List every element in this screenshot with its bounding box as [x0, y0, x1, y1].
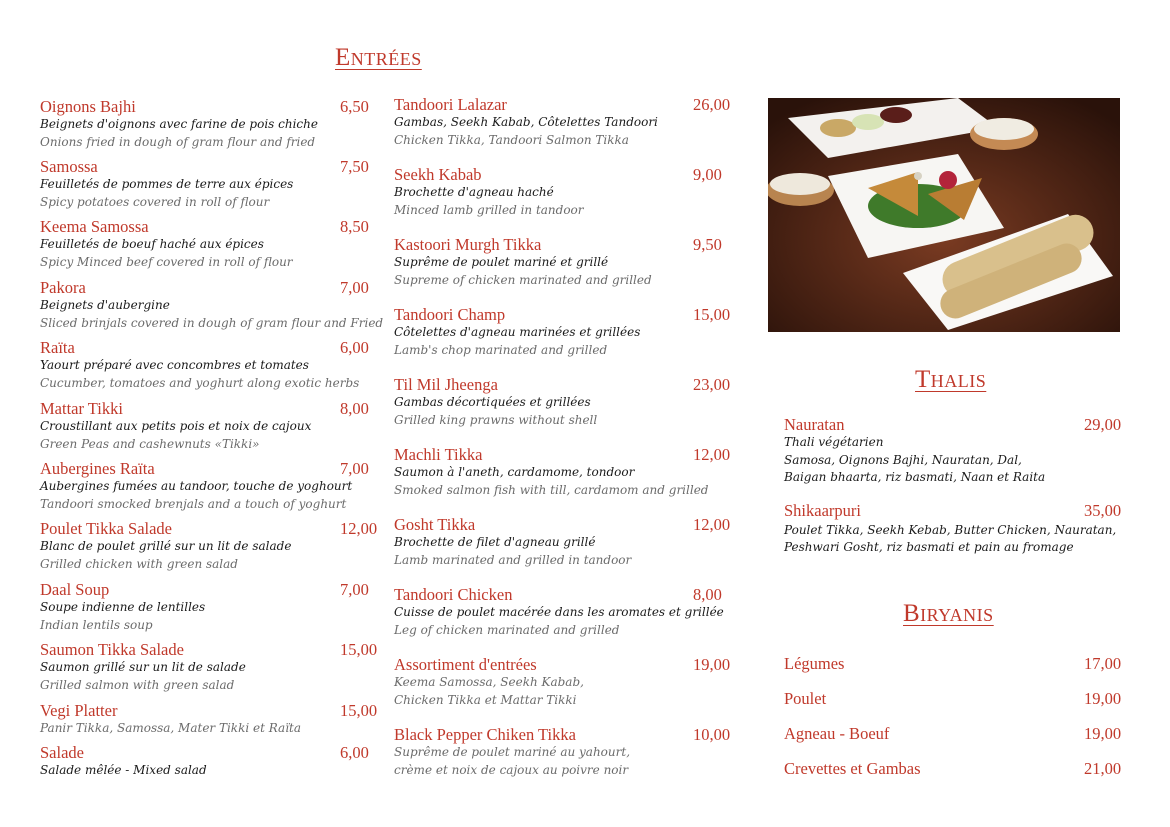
item-desc-en: Minced lamb grilled in tandoor [394, 203, 584, 217]
item-price: 26,00 [693, 95, 731, 114]
item-price: 9,00 [693, 165, 722, 184]
item-price: 19,00 [693, 655, 731, 674]
item-desc-en: Panir Tikka, Samossa, Mater Tikki et Raïta [40, 721, 302, 735]
biryanis-heading: Biryanis [903, 600, 994, 627]
item-desc-fr: Saumon à l'aneth, cardamome, tondoor [394, 465, 635, 479]
item-desc-en-2: Chicken Tikka et Mattar Tikki [394, 693, 577, 707]
item-price: 6,50 [340, 97, 369, 116]
item-desc-fr: Blanc de poulet grillé sur un lit de salade [40, 539, 292, 553]
entrees-column-1 [40, 97, 384, 787]
item-desc-en: Lamb marinated and grilled in tandoor [394, 553, 632, 567]
item-price: 29,00 [1084, 415, 1122, 434]
thalis-heading: Thalis [915, 366, 987, 393]
item-price: 19,00 [1084, 689, 1122, 708]
item-desc-en: Smoked salmon fish with till, cardamom and grilled [394, 483, 709, 497]
thali-desc-line: Poulet Tikka, Seekh Kebab, Butter Chicken, Nauratan, [784, 523, 1117, 537]
item-price: 7,00 [340, 278, 369, 297]
thali-desc-line: Samosa, Oignons Bajhi, Nauratan, Dal, [784, 453, 1022, 467]
item-price: 17,00 [1084, 654, 1122, 673]
item-name: Keema Samossa [40, 217, 149, 236]
item-desc-en: Grilled king prawns without shell [394, 413, 598, 427]
item-desc-fr: Beignets d'aubergine [40, 298, 170, 312]
item-desc-en: Grilled salmon with green salad [40, 678, 235, 692]
item-price: 7,00 [340, 580, 369, 599]
item-name: Poulet Tikka Salade [40, 519, 173, 538]
item-desc-en: Chicken Tikka, Tandoori Salmon Tikka [394, 133, 629, 147]
thali-desc-line: Thali végétarien [784, 435, 884, 449]
item-desc-fr: Croustillant aux petits pois et noix de cajoux [40, 419, 312, 433]
item-price: 10,00 [693, 725, 731, 744]
item-name: Oignons Bajhi [40, 97, 136, 116]
item-price: 15,00 [340, 701, 378, 720]
item-desc-en: Tandoori smocked brenjals and a touch of yoghurt [40, 497, 347, 511]
item-desc-en: Keema Samossa, Seekh Kabab, [394, 675, 584, 689]
item-desc-fr: Côtelettes d'agneau marinées et grillées [394, 325, 641, 339]
item-desc-fr: Yaourt préparé avec concombres et tomates [40, 358, 309, 372]
item-price: 6,00 [340, 743, 369, 762]
thali-desc-line: Baigan bhaarta, riz basmati, Naan et Raita [784, 470, 1046, 484]
item-price: 15,00 [693, 305, 731, 324]
item-price: 8,00 [340, 399, 369, 418]
item-name: Shikaarpuri [784, 501, 861, 520]
item-desc-en: Suprême de poulet mariné au yahourt, [394, 745, 631, 759]
item-price: 7,00 [340, 459, 369, 478]
item-name: Gosht Tikka [394, 515, 476, 534]
item-name: Aubergines Raïta [40, 459, 155, 478]
item-price: 35,00 [1084, 501, 1122, 520]
item-name: Tandoori Lalazar [394, 95, 507, 114]
item-name: Kastoori Murgh Tikka [394, 235, 542, 254]
item-desc-en: Spicy potatoes covered in roll of flour [40, 195, 270, 209]
food-photo-illustration [768, 98, 1120, 332]
item-desc-en: Lamb's chop marinated and grilled [394, 343, 608, 357]
biryanis-section [784, 654, 1124, 794]
item-desc-en: Green Peas and cashewnuts «Tikki» [40, 437, 260, 451]
item-name: Machli Tikka [394, 445, 483, 464]
item-name: Vegi Platter [40, 701, 118, 720]
item-desc-en-2: crème et noix de cajoux au poivre noir [394, 763, 629, 777]
entrees-heading: Entrées [335, 44, 422, 71]
item-desc-fr: Soupe indienne de lentilles [40, 600, 206, 614]
item-price: 8,00 [693, 585, 722, 604]
thali-desc-line: Peshwari Gosht, riz basmati et pain au fromage [784, 540, 1074, 554]
item-desc-en: Spicy Minced beef covered in roll of flour [40, 255, 293, 269]
item-name: Salade [40, 743, 84, 762]
item-name: Légumes [784, 654, 845, 673]
item-desc-fr: Beignets d'oignons avec farine de pois chiche [40, 117, 318, 131]
item-desc-en: Supreme of chicken marinated and grilled [394, 273, 652, 287]
item-desc-fr: Salade mêlée - Mixed salad [40, 763, 207, 777]
item-desc-fr: Cuisse de poulet macérée dans les aromates et grillée [394, 605, 724, 619]
item-price: 21,00 [1084, 759, 1122, 778]
item-desc-fr: Feuilletés de boeuf haché aux épices [40, 237, 264, 251]
thalis-section [784, 415, 1129, 565]
item-desc-en: Sliced brinjals covered in dough of gram flour and Fried [40, 316, 384, 330]
item-price: 6,00 [340, 338, 369, 357]
item-desc-en: Grilled chicken with green salad [40, 557, 238, 571]
item-price: 8,50 [340, 217, 369, 236]
item-desc-fr: Gambas, Seekh Kabab, Côtelettes Tandoori [394, 115, 658, 129]
item-name: Poulet [784, 689, 827, 708]
item-name: Raïta [40, 338, 75, 357]
item-desc-en: Leg of chicken marinated and grilled [394, 623, 620, 637]
item-name: Agneau - Boeuf [784, 724, 890, 743]
item-name: Mattar Tikki [40, 399, 123, 418]
item-name: Saumon Tikka Salade [40, 640, 184, 659]
item-desc-en: Onions fried in dough of gram flour and fried [40, 135, 316, 149]
item-name: Tandoori Chicken [394, 585, 513, 604]
item-price: 9,50 [693, 235, 722, 254]
item-desc-fr: Suprême de poulet mariné et grillé [394, 255, 609, 269]
item-desc-en: Cucumber, tomatoes and yoghurt along exotic herbs [40, 376, 360, 390]
item-price: 12,00 [693, 445, 731, 464]
item-name: Black Pepper Chiken Tikka [394, 725, 576, 744]
item-name: Til Mil Jheenga [394, 375, 498, 394]
item-desc-fr: Gambas décortiquées et grillées [394, 395, 591, 409]
item-desc-fr: Saumon grillé sur un lit de salade [40, 660, 246, 674]
item-name: Crevettes et Gambas [784, 759, 921, 778]
item-desc-fr: Brochette de filet d'agneau grillé [394, 535, 596, 549]
item-name: Seekh Kabab [394, 165, 482, 184]
item-price: 12,00 [340, 519, 378, 538]
item-name: Daal Soup [40, 580, 110, 599]
item-price: 19,00 [1084, 724, 1122, 743]
item-price: 23,00 [693, 375, 731, 394]
item-name: Tandoori Champ [394, 305, 506, 324]
item-price: 15,00 [340, 640, 378, 659]
item-desc-en: Indian lentils soup [40, 618, 153, 632]
entrees-column-2 [394, 95, 739, 785]
item-name: Nauratan [784, 415, 845, 434]
item-name: Assortiment d'entrées [394, 655, 537, 674]
item-price: 12,00 [693, 515, 731, 534]
item-desc-fr: Aubergines fumées au tandoor, touche de yoghourt [40, 479, 353, 493]
food-photo [768, 98, 1120, 332]
item-desc-fr: Feuilletés de pommes de terre aux épices [40, 177, 294, 191]
item-price: 7,50 [340, 157, 369, 176]
item-name: Samossa [40, 157, 98, 176]
item-name: Pakora [40, 278, 86, 297]
item-desc-fr: Brochette d'agneau haché [394, 185, 554, 199]
